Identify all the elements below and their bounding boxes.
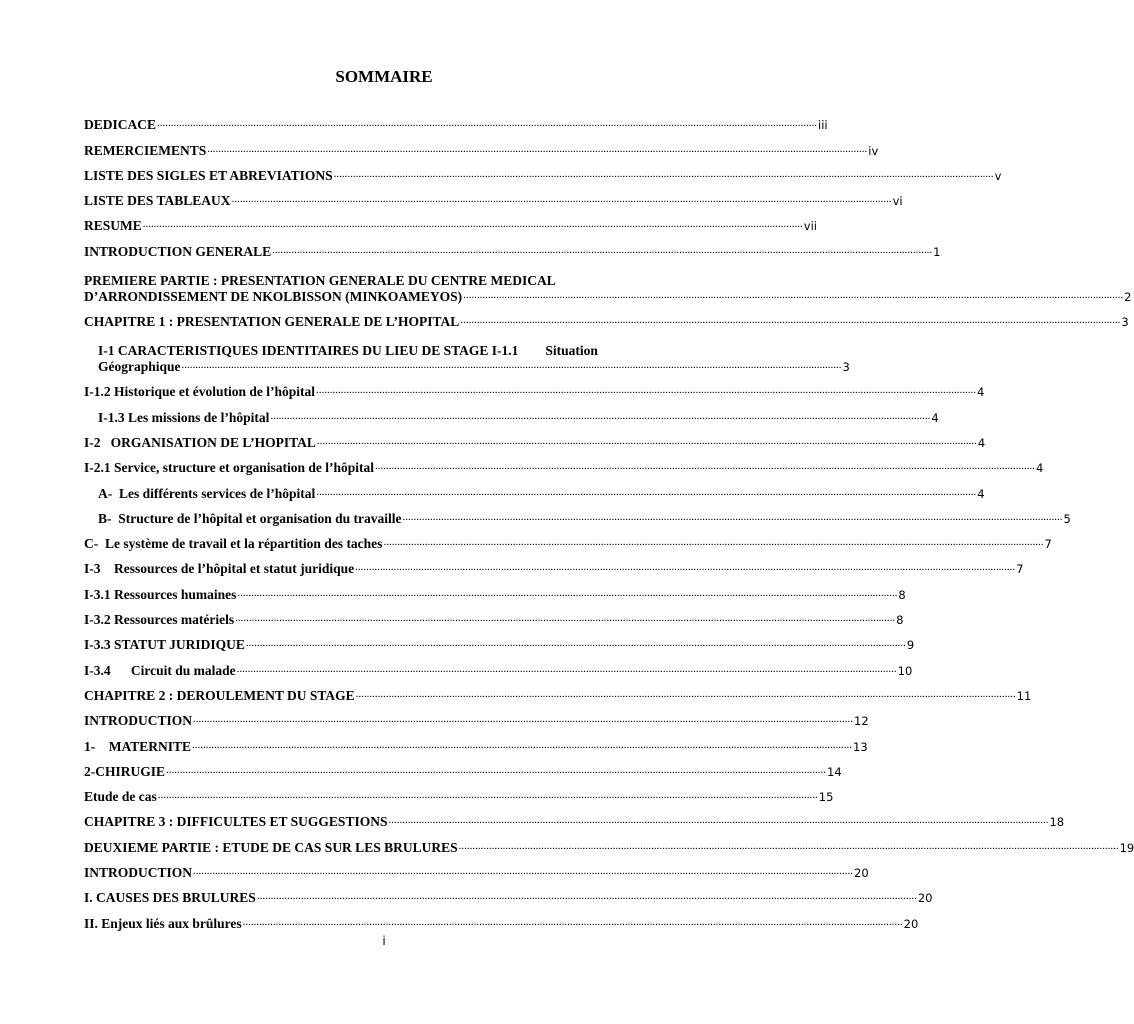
toc-page-number: 10 <box>897 663 913 678</box>
toc-leader-dots <box>334 166 994 182</box>
toc-leader-dots <box>237 585 897 601</box>
toc-entry[interactable] <box>84 159 1002 184</box>
toc-entry[interactable] <box>84 653 913 678</box>
toc-page-number: 4 <box>977 435 986 450</box>
toc-leader-dots <box>143 216 803 232</box>
toc-page-number: 4 <box>931 410 939 425</box>
toc-entry-label: CHAPITRE 3 : DIFFICULTES ET SUGGESTIONS <box>84 814 388 830</box>
toc-page-number: 4 <box>977 486 985 501</box>
toc-leader-dots <box>193 863 853 879</box>
toc-page-number: 1 <box>933 244 941 259</box>
toc-page-number: vi <box>892 194 903 209</box>
toc-entry-label: 2-CHIRUGIE <box>84 763 166 779</box>
toc-leader-dots <box>317 433 977 449</box>
toc-leader-dots <box>375 458 1035 474</box>
toc-entry-label: I-3.1 Ressources humaines <box>84 586 237 602</box>
table-of-contents <box>84 108 1134 932</box>
toc-page-number: 9 <box>906 638 915 653</box>
toc-leader-dots <box>182 357 842 373</box>
toc-page-number: 8 <box>896 613 904 628</box>
toc-entry[interactable] <box>84 704 869 729</box>
toc-entry[interactable] <box>84 755 842 780</box>
toc-page-number: 15 <box>818 790 834 805</box>
toc-page-number: v <box>994 168 1002 183</box>
toc-leader-dots <box>257 888 917 904</box>
toc-entry-label-line2: D’ARRONDISSEMENT DE NKOLBISSON (MINKOAMEYOS) <box>84 288 463 304</box>
toc-page-number: 2 <box>1124 289 1132 304</box>
toc-page-number: 3 <box>1121 315 1129 330</box>
toc-leader-dots <box>355 559 1015 575</box>
toc-leader-dots <box>207 141 867 157</box>
toc-entry-label: A- Les différents services de l’hôpital <box>98 485 316 501</box>
toc-entry[interactable] <box>84 476 985 501</box>
toc-entry-label: Etude de cas <box>84 789 157 805</box>
toc-page-number: 7 <box>1044 537 1052 552</box>
toc-entry-label: LISTE DES SIGLES ET ABREVIATIONS <box>84 167 333 183</box>
toc-leader-dots <box>270 408 930 424</box>
toc-entry-label: RESUME <box>84 218 142 234</box>
toc-entry-label-line1: I-1 CARACTERISTIQUES IDENTITAIRES DU LIEU DE STAGE I-1.1 Situation <box>98 343 598 359</box>
toc-entry-label: I-2.1 Service, structure et organisation de l’hôpital <box>84 460 374 476</box>
toc-page-number: 7 <box>1016 562 1024 577</box>
toc-leader-dots <box>246 635 906 651</box>
toc-entry-label-line1: PREMIERE PARTIE : PRESENTATION GENERALE DU CENTRE MEDICAL <box>84 272 556 288</box>
toc-entry-label: I-1.2 Historique et évolution de l’hôpital <box>84 384 316 400</box>
toc-page-number: 8 <box>898 587 906 602</box>
toc-entry-label: INTRODUCTION GENERALE <box>84 243 272 259</box>
page-title: SOMMAIRE <box>335 67 433 86</box>
toc-entry[interactable] <box>84 856 869 881</box>
toc-page-number: 20 <box>903 916 919 931</box>
toc-page-number: 4 <box>1035 461 1044 476</box>
toc-page-number: 20 <box>917 891 933 906</box>
toc-entry-label: 1- MATERNITE <box>84 738 192 754</box>
toc-page-number: 14 <box>827 764 842 779</box>
toc-leader-dots <box>232 191 892 207</box>
toc-entry-label: I-1.3 Les missions de l’hôpital <box>98 409 270 425</box>
toc-leader-dots <box>158 787 818 803</box>
toc-page-number: 11 <box>1016 688 1032 703</box>
footer-page-number: i <box>382 934 386 948</box>
toc-leader-dots <box>459 838 1119 854</box>
toc-entry[interactable] <box>84 628 915 653</box>
toc-entry-label: I-3.4 Circuit du malade <box>84 662 236 678</box>
toc-entry[interactable] <box>84 805 1065 830</box>
toc-entry[interactable] <box>84 260 1132 305</box>
toc-leader-dots <box>403 509 1063 525</box>
toc-entry-label: INTRODUCTION <box>84 713 193 729</box>
toc-leader-dots <box>243 914 903 930</box>
toc-page-number: 20 <box>854 866 869 881</box>
toc-entry[interactable] <box>84 830 1134 855</box>
toc-leader-dots <box>460 312 1120 328</box>
toc-page-number: vii <box>803 219 817 234</box>
toc-entry[interactable] <box>84 133 879 158</box>
toc-entry[interactable] <box>84 184 903 209</box>
toc-page-number: 13 <box>853 739 868 754</box>
toc-entry[interactable] <box>84 330 850 375</box>
toc-entry[interactable] <box>84 234 941 259</box>
toc-entry-label: I-3.2 Ressources matériels <box>84 612 235 628</box>
toc-leader-dots <box>193 711 853 727</box>
toc-page-number: 18 <box>1049 815 1065 830</box>
toc-entry-label: I. CAUSES DES BRULURES <box>84 890 256 906</box>
toc-page-number: iii <box>818 118 828 133</box>
toc-page-number: 4 <box>977 385 985 400</box>
toc-entry-label: INTRODUCTION <box>84 865 193 881</box>
toc-leader-dots <box>157 115 817 131</box>
toc-entry[interactable] <box>84 451 1044 476</box>
toc-entry[interactable] <box>84 426 986 451</box>
toc-leader-dots <box>166 762 826 778</box>
toc-leader-dots <box>272 242 932 258</box>
toc-leader-dots <box>356 686 1016 702</box>
toc-entry-label: II. Enjeux liés aux brûlures <box>84 915 242 931</box>
toc-leader-dots <box>383 534 1043 550</box>
toc-page-number: 19 <box>1119 840 1134 855</box>
toc-entry[interactable] <box>84 305 1129 330</box>
toc-entry[interactable] <box>84 375 985 400</box>
toc-entry-label: I-3 Ressources de l’hôpital et statut juridique <box>84 561 355 577</box>
toc-page-number: 5 <box>1063 511 1071 526</box>
toc-entry-label: I-3.3 STATUT JURIDIQUE <box>84 637 245 653</box>
toc-leader-dots <box>235 610 895 626</box>
toc-entry-label-line2: Géographique <box>98 359 181 375</box>
toc-page-number: 12 <box>854 714 869 729</box>
toc-entry[interactable] <box>84 552 1024 577</box>
toc-entry[interactable] <box>84 679 1032 704</box>
toc-entry[interactable] <box>84 108 828 133</box>
toc-leader-dots <box>237 661 897 677</box>
toc-entry-label: LISTE DES TABLEAUX <box>84 193 231 209</box>
toc-entry[interactable] <box>84 603 904 628</box>
toc-leader-dots <box>463 287 1123 303</box>
toc-entry-label: CHAPITRE 1 : PRESENTATION GENERALE DE L’HOPITAL <box>84 314 460 330</box>
toc-entry[interactable] <box>84 400 939 425</box>
toc-entry[interactable] <box>84 577 906 602</box>
toc-entry-label: B- Structure de l’hôpital et organisation du travaille <box>98 510 402 526</box>
toc-entry[interactable] <box>84 906 919 931</box>
toc-entry-label: REMERCIEMENTS <box>84 142 207 158</box>
toc-leader-dots <box>316 484 976 500</box>
toc-leader-dots <box>388 812 1048 828</box>
toc-entry[interactable] <box>84 527 1052 552</box>
toc-leader-dots <box>192 737 852 753</box>
toc-entry-label: DEUXIEME PARTIE : ETUDE DE CAS SUR LES BRULURES <box>84 839 458 855</box>
toc-entry-label: I-2 ORGANISATION DE L’HOPITAL <box>84 434 316 450</box>
toc-entry[interactable] <box>84 881 933 906</box>
toc-entry[interactable] <box>84 502 1071 527</box>
toc-entry[interactable] <box>84 209 817 234</box>
toc-leader-dots <box>316 382 976 398</box>
toc-entry[interactable] <box>84 780 834 805</box>
toc-page-number: iv <box>868 143 879 158</box>
toc-entry-label: C- Le système de travail et la répartition des taches <box>84 536 383 552</box>
toc-page-number: 3 <box>842 360 850 375</box>
toc-entry[interactable] <box>84 729 868 754</box>
toc-entry-label: DEDICACE <box>84 117 157 133</box>
toc-entry-label: CHAPITRE 2 : DEROULEMENT DU STAGE <box>84 687 355 703</box>
